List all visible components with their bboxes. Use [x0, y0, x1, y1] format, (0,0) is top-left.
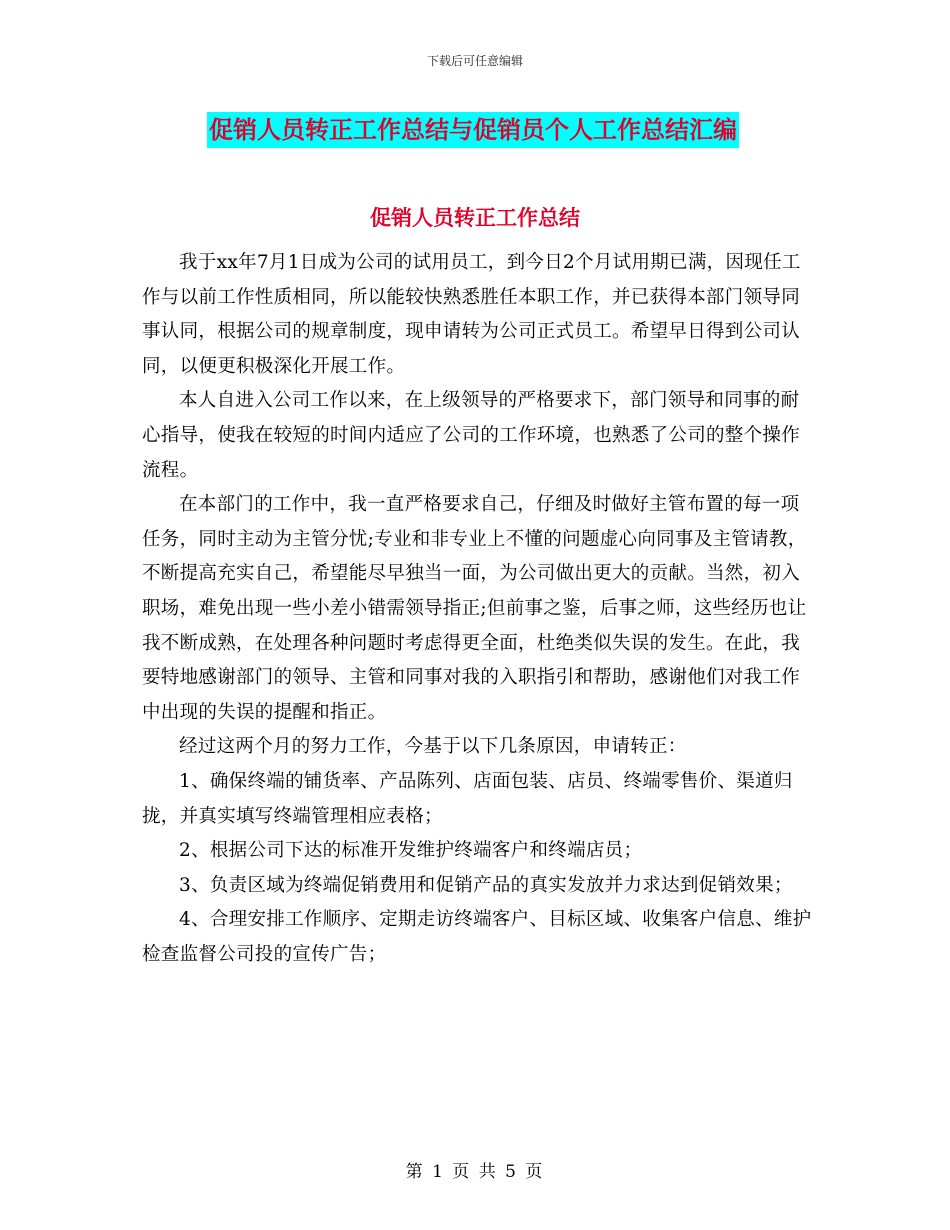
- header-note: 下载后可任意编辑: [426, 54, 523, 68]
- list-item: 4、合理安排工作顺序、定期走访终端客户、目标区域、收集客户信息、维护检查监督公司投的宣传广告；: [142, 909, 812, 965]
- paragraph: 在本部门的工作中，我一直严格要求自己，仔细及时做好主管布置的每一项任务，同时主动为主管分忧;专业和非专业上不懂的问题虚心向同事及主管请教，不断提高充实自己，希望能尽早独当一面，为公司做出更大的贡献。当然，初入职场，难免出现一些小差小错需领导指正;但前事之鉴，后事之师，这些经历也让我不断成熟，在处理各种问题时考虑得更全面，杜绝类似失误的发生。在此，我要特地感谢部门的领导、主管和同事对我的入职指引和帮助，感谢他们对我工作中出现的失误的提醒和指正。: [142, 494, 807, 723]
- page-number: 第 1 页 共 5 页: [405, 1162, 545, 1182]
- section-title: 促销人员转正工作总结: [370, 205, 580, 230]
- list-item: 3、负责区域为终端促销费用和促销产品的真实发放并力求达到促销效果；: [179, 874, 793, 896]
- paragraph: 经过这两个月的努力工作，今基于以下几条原因，申请转正：: [179, 736, 687, 758]
- paragraph: 本人自进入公司工作以来，在上级领导的严格要求下，部门领导和同事的耐心指导，使我在较短的时间内适应了公司的工作环境，也熟悉了公司的整个操作流程。: [142, 390, 801, 481]
- document-title: 促销人员转正工作总结与促销员个人工作总结汇编: [207, 112, 739, 148]
- list-item: 2、根据公司下达的标准开发维护终端客户和终端店员；: [179, 840, 643, 862]
- document-body: [142, 246, 814, 972]
- list-item: 1、确保终端的铺货率、产品陈列、店面包装、店员、终端零售价、渠道归拢，并真实填写终端管理相应表格；: [142, 770, 793, 827]
- paragraph: 我于xx年7月1日成为公司的试用员工，到今日2个月试用期已满，因现任工作与以前工作性质相同，所以能较快熟悉胜任本职工作，并已获得本部门领导同事认同，根据公司的规章制度，现申请转为公司正式员工。希望早日得到公司认同，以便更积极深化开展工作。: [142, 252, 801, 377]
